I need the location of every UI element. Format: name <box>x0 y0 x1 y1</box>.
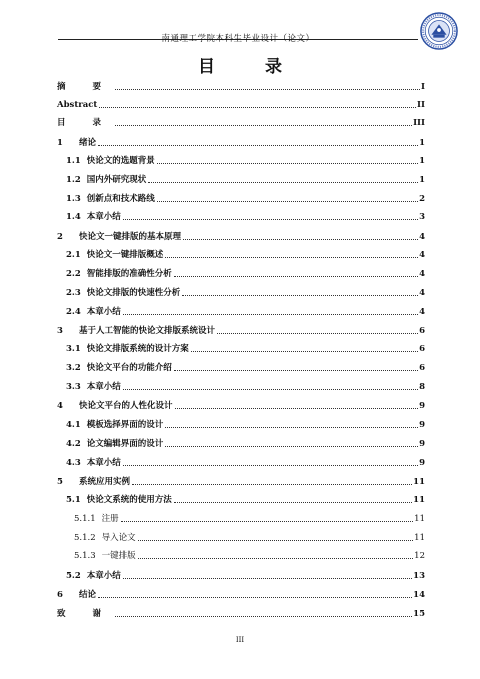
toc-entry-page: 4 <box>419 269 425 279</box>
toc-entry-number: 3.2 <box>66 363 81 373</box>
toc-entry-page: 6 <box>419 344 425 354</box>
toc-entry-title: 系统应用实例 <box>79 477 131 487</box>
toc-entry-title: 注册 <box>101 514 119 524</box>
toc-entry[interactable] <box>57 437 425 450</box>
toc-entry[interactable] <box>57 569 425 582</box>
toc-dot-leader <box>99 107 416 108</box>
toc-entry-page: 4 <box>419 307 425 317</box>
toc-entry-title: 结论 <box>79 590 97 600</box>
toc-entry-title: 快论文排版的快速性分析 <box>86 288 181 298</box>
toc-entry[interactable] <box>57 342 425 355</box>
toc-entry-page: 3 <box>419 212 425 222</box>
toc-entry[interactable] <box>57 154 425 167</box>
toc-entry-number: 1.1 <box>66 156 81 166</box>
toc-entry[interactable] <box>57 136 425 149</box>
toc-entry[interactable] <box>57 98 425 111</box>
page-number: III <box>235 636 245 644</box>
toc-entry[interactable] <box>57 588 425 601</box>
toc-dot-leader <box>165 257 418 258</box>
toc-entry[interactable] <box>57 286 425 299</box>
toc-dot-leader <box>165 427 418 428</box>
toc-dot-leader <box>138 558 414 559</box>
toc-entry-title: 创新点和技术路线 <box>86 194 155 204</box>
toc-entry[interactable] <box>57 380 425 393</box>
toc-entry-page: 4 <box>419 232 425 242</box>
toc-entry-title: 绪论 <box>79 138 97 148</box>
toc-entry[interactable] <box>57 173 425 186</box>
toc-entry-title: 快论文排版系统的设计方案 <box>86 344 189 354</box>
toc-entry-number: 5.1.3 <box>74 551 96 561</box>
toc-entry[interactable] <box>57 248 425 261</box>
toc-entry-title: 国内外研究现状 <box>86 175 147 185</box>
toc-dot-leader <box>174 370 418 371</box>
toc-entry-number: 3.1 <box>66 344 81 354</box>
toc-entry[interactable] <box>57 230 425 243</box>
toc-entry[interactable] <box>57 210 425 223</box>
toc-entry-title: 目 录 <box>57 118 113 128</box>
toc-entry-title: Abstract <box>57 100 98 110</box>
toc-dot-leader <box>98 597 412 598</box>
toc-entry-number: 2.1 <box>66 250 81 260</box>
toc-entry[interactable] <box>57 116 425 129</box>
toc-entry-page: 12 <box>414 551 425 561</box>
toc-entry[interactable] <box>57 531 425 544</box>
toc-entry-page: 8 <box>419 382 425 392</box>
toc-entry-title: 本章小结 <box>86 382 121 392</box>
toc-dot-leader <box>123 465 418 466</box>
toc-entry-number: 3.3 <box>66 382 81 392</box>
toc-dot-leader <box>115 125 412 126</box>
toc-dot-leader <box>115 89 420 90</box>
toc-entry-page: 4 <box>419 250 425 260</box>
toc-entry[interactable] <box>57 192 425 205</box>
toc-entry[interactable] <box>57 324 425 337</box>
toc-entry-page: 1 <box>419 138 425 148</box>
toc-entry-page: 11 <box>414 514 425 524</box>
toc-entry[interactable] <box>57 267 425 280</box>
toc-dot-leader <box>175 408 419 409</box>
toc-entry-number: 2 <box>57 232 63 242</box>
toc-entry-page: 6 <box>419 363 425 373</box>
toc-entry-title: 本章小结 <box>86 307 121 317</box>
toc-entry-title: 模板选择界面的设计 <box>86 420 164 430</box>
toc-entry-number: 2.4 <box>66 307 81 317</box>
toc-dot-leader <box>157 163 418 164</box>
toc-entry-page: 9 <box>419 439 425 449</box>
toc-entry-number: 1.3 <box>66 194 81 204</box>
toc-entry[interactable] <box>57 607 425 620</box>
toc-entry-page: 11 <box>414 533 425 543</box>
toc-entry[interactable] <box>57 399 425 412</box>
toc-entry-title: 本章小结 <box>86 212 121 222</box>
toc-entry[interactable] <box>57 80 425 93</box>
toc-entry-number: 4.3 <box>66 458 81 468</box>
toc-entry-number: 1 <box>57 138 63 148</box>
toc-entry-title: 智能排版的准确性分析 <box>86 269 172 279</box>
toc-entry-title: 快论文的选题背景 <box>86 156 155 166</box>
toc-entry-page: 4 <box>419 288 425 298</box>
toc-entry-number: 2.2 <box>66 269 81 279</box>
toc-dot-leader <box>123 389 418 390</box>
toc-dot-leader <box>115 616 412 617</box>
toc-entry-title: 基于人工智能的快论文排版系统设计 <box>79 326 216 336</box>
toc-entry[interactable] <box>57 493 425 506</box>
toc-entry-title: 论文编辑界面的设计 <box>86 439 164 449</box>
toc-dot-leader <box>121 521 414 522</box>
toc-entry-page: 11 <box>413 477 425 487</box>
toc-entry-page: 13 <box>413 571 425 581</box>
toc-entry-page: 9 <box>419 401 425 411</box>
toc-entry-title: 本章小结 <box>86 571 121 581</box>
toc-entry-page: III <box>413 118 425 128</box>
toc-dot-leader <box>98 145 418 146</box>
toc-entry-number: 1.4 <box>66 212 81 222</box>
toc-dot-leader <box>182 295 418 296</box>
toc-dot-leader <box>174 276 418 277</box>
toc-entry[interactable] <box>57 361 425 374</box>
toc-entry-title: 快论文一键排版的基本原理 <box>79 232 182 242</box>
toc-entry-page: 1 <box>419 156 425 166</box>
toc-entry-page: 6 <box>419 326 425 336</box>
toc-dot-leader <box>174 502 412 503</box>
toc-entry-number: 5 <box>57 477 63 487</box>
toc-dot-leader <box>138 540 414 541</box>
toc-dot-leader <box>183 239 418 240</box>
toc-entry-number: 5.2 <box>66 571 81 581</box>
toc-entry-page: 15 <box>413 609 425 619</box>
toc-entry-title: 快论文平台的功能介绍 <box>86 363 172 373</box>
toc-entry-number: 3 <box>57 326 63 336</box>
toc-dot-leader <box>123 314 418 315</box>
toc-entry-title: 快论文平台的人性化设计 <box>79 401 173 411</box>
toc-entry-number: 4.2 <box>66 439 81 449</box>
toc-entry-page: 9 <box>419 420 425 430</box>
toc-entry-page: 2 <box>419 194 425 204</box>
toc-dot-leader <box>217 333 418 334</box>
toc-entry-page: 11 <box>413 495 425 505</box>
toc-entry-number: 5.1 <box>66 495 81 505</box>
page-title: 目 录 <box>198 57 304 77</box>
toc-dot-leader <box>148 182 418 183</box>
toc-entry-number: 4.1 <box>66 420 81 430</box>
toc-dot-leader <box>165 446 418 447</box>
toc-entry[interactable] <box>57 549 425 562</box>
university-seal-icon <box>420 12 458 50</box>
toc-entry-page: II <box>417 100 425 110</box>
toc-entry-number: 5.1.2 <box>74 533 96 543</box>
toc-entry[interactable] <box>57 512 425 525</box>
toc-entry-title: 致 谢 <box>57 609 113 619</box>
toc-entry-title: 摘 要 <box>57 82 113 92</box>
toc-entry-page: 1 <box>419 175 425 185</box>
toc-entry[interactable] <box>57 456 425 469</box>
page-header <box>58 26 418 44</box>
toc-dot-leader <box>132 484 412 485</box>
toc-entry-number: 2.3 <box>66 288 81 298</box>
toc-entry-page: 9 <box>419 458 425 468</box>
toc-entry-title: 快论文一键排版概述 <box>86 250 164 260</box>
toc-entry-page: 14 <box>413 590 425 600</box>
toc-entry-number: 4 <box>57 401 63 411</box>
toc-entry-title: 快论文系统的使用方法 <box>86 495 172 505</box>
toc-entry-number: 5.1.1 <box>74 514 96 524</box>
toc-dot-leader <box>191 351 418 352</box>
toc-dot-leader <box>123 578 412 579</box>
toc-entry-page: I <box>421 82 425 92</box>
toc-entry-title: 一键排版 <box>101 551 136 561</box>
toc-entry-title: 本章小结 <box>86 458 121 468</box>
toc-dot-leader <box>157 201 418 202</box>
toc-entry[interactable] <box>57 475 425 488</box>
toc-dot-leader <box>123 219 418 220</box>
toc-entry-title: 导入论文 <box>101 533 136 543</box>
header-text: 南通理工学院本科生毕业设计（论文） <box>161 34 315 44</box>
toc-entry[interactable] <box>57 418 425 431</box>
toc-entry-number: 6 <box>57 590 63 600</box>
toc-entry[interactable] <box>57 305 425 318</box>
toc-entry-number: 1.2 <box>66 175 81 185</box>
